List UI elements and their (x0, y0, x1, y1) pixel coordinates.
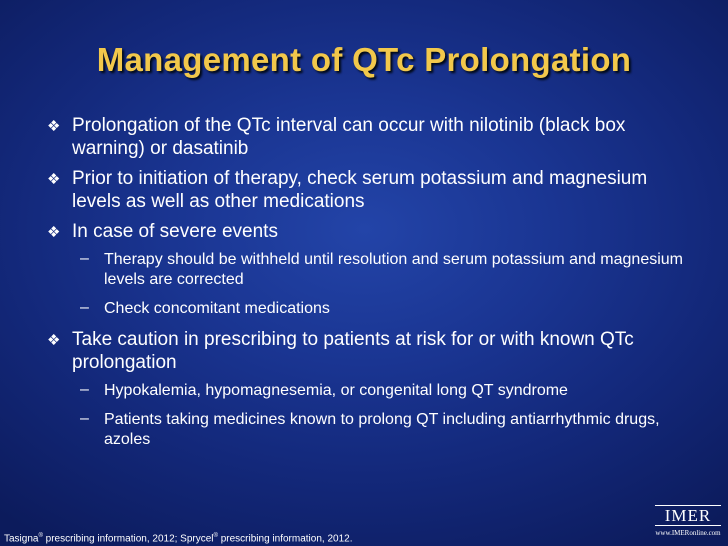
bullet-item (47, 114, 662, 160)
imer-logo (652, 505, 724, 538)
dash-bullet-icon: – (80, 410, 89, 427)
bullet-item (47, 328, 662, 374)
sub-bullet-text: Therapy should be withheld until resolution and serum potassium and magnesium levels are corrected (104, 251, 683, 288)
dash-bullet-icon: – (80, 381, 89, 398)
sub-bullet-item (80, 250, 684, 290)
footer-text-part1: prescribing information, 2012; Sprycel (42, 533, 214, 545)
bullet-text: Take caution in prescribing to patients at risk for or with known QTc prolongation (72, 329, 634, 373)
sub-bullet-text: Patients taking medicines known to prolong QT including antiarrhythmic drugs, azoles (104, 411, 660, 448)
logo-wordmark: IMER (664, 506, 712, 525)
diamond-bullet-icon: ❖ (47, 171, 61, 188)
registered-mark: ® (38, 533, 43, 539)
bullet-text: Prior to initiation of therapy, check serum potassium and magnesium levels as well as other medications (72, 168, 648, 212)
footer-drug-tasigna: Tasigna (4, 533, 39, 545)
logo-bottom-rule (655, 525, 721, 526)
logo-url: www.IMERonline.com (655, 529, 721, 537)
bullet-list (0, 114, 728, 459)
diamond-bullet-icon: ❖ (47, 332, 61, 349)
dash-bullet-icon: – (80, 250, 89, 267)
bullet-text: In case of severe events (72, 221, 278, 242)
dash-bullet-icon: – (80, 299, 89, 316)
diamond-bullet-icon: ❖ (47, 118, 61, 135)
sub-bullet-item (80, 410, 684, 450)
bullet-item (47, 167, 662, 213)
diamond-bullet-icon: ❖ (47, 224, 61, 241)
sub-bullet-text: Check concomitant medications (104, 300, 330, 317)
slide-title: Management of QTc Prolongation (96, 41, 632, 78)
bullet-text: Prolongation of the QTc interval can occur with nilotinib (black box warning) or dasatinib (72, 115, 626, 159)
reference-footer (4, 530, 352, 545)
bullet-item (47, 220, 662, 243)
footer-text-part2: prescribing information, 2012. (217, 533, 353, 545)
sub-bullet-item (80, 381, 684, 401)
sub-bullet-text: Hypokalemia, hypomagnesemia, or congenital long QT syndrome (104, 382, 568, 399)
sub-bullet-item (80, 299, 684, 319)
registered-mark: ® (213, 533, 218, 539)
